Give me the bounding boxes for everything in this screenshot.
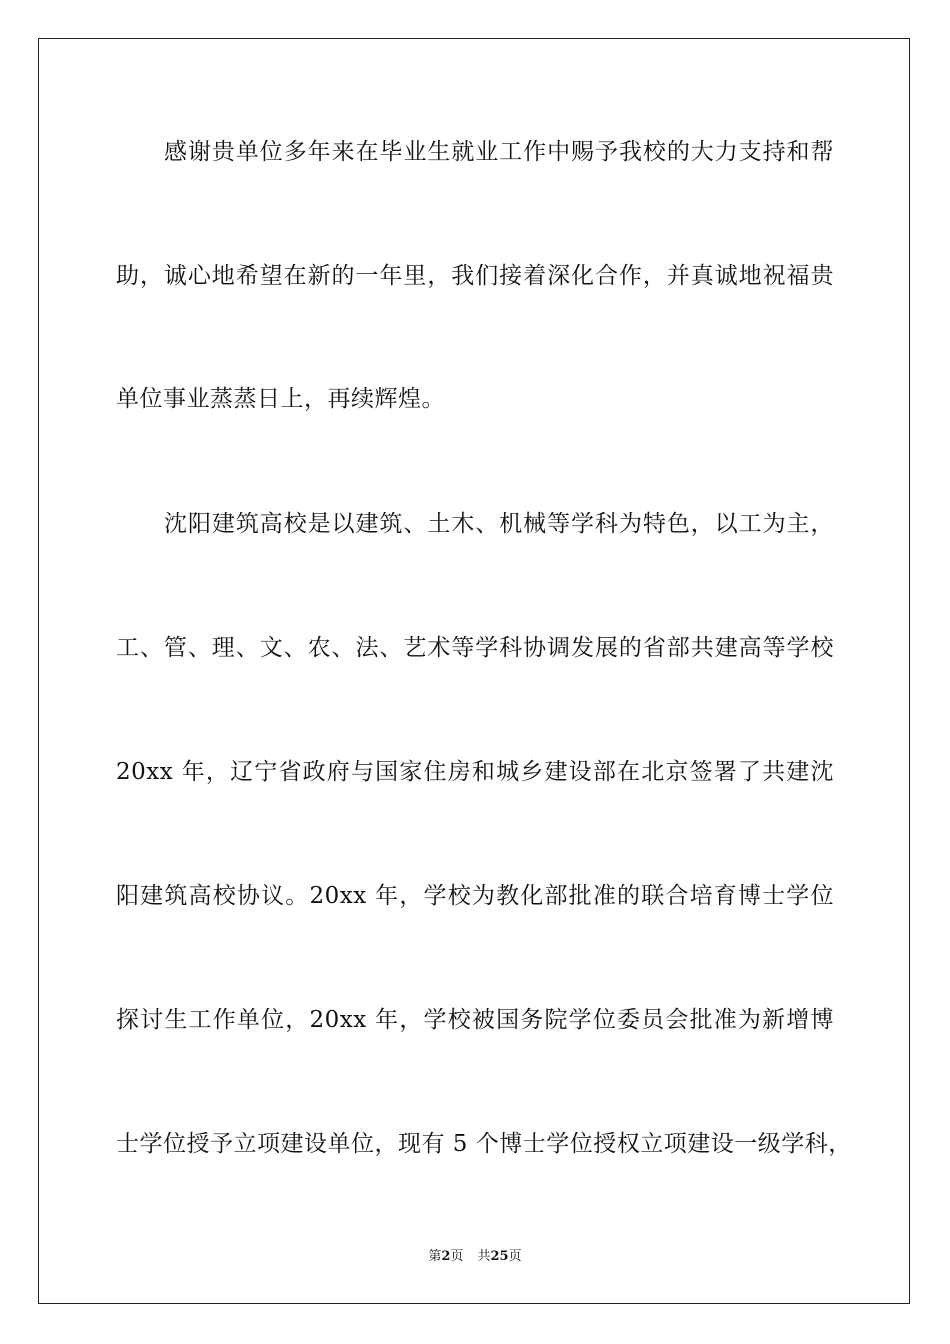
footer-page-number: 2 [441, 1249, 451, 1264]
footer-total-prefix: 共 [477, 1249, 491, 1264]
paragraph-1-line-2: 助，诚心地希望在新的一年里，我们接着深化合作，并真诚地祝福贵 [116, 263, 834, 289]
paragraph-2-line-4: 阳建筑高校协议。20xx 年，学校为教化部批准的联合培育博士学位 [116, 883, 834, 909]
footer-page-prefix: 第 [428, 1249, 442, 1264]
paragraph-1-line-3: 单位事业蒸蒸日上，再续辉煌。 [116, 386, 445, 412]
footer-page-suffix: 页 [450, 1249, 464, 1264]
footer-total-pages: 25 [490, 1249, 509, 1264]
paragraph-2-line-2: 工、管、理、文、农、法、艺术等学科协调发展的省部共建高等学校 [116, 635, 834, 661]
page-border [38, 38, 910, 1304]
paragraph-1-line-1: 感谢贵单位多年来在毕业生就业工作中赐予我校的大力支持和帮 [164, 139, 834, 165]
paragraph-2-line-5: 探讨生工作单位，20xx 年，学校被国务院学位委员会批准为新增博 [116, 1007, 834, 1033]
paragraph-2-line-6: 士学位授予立项建设单位，现有 5 个博士学位授权立项建设一级学科， [116, 1131, 852, 1157]
paragraph-2-line-1: 沈阳建筑高校是以建筑、土木、机械等学科为特色，以工为主， [164, 511, 834, 537]
footer-total-suffix: 页 [508, 1249, 522, 1264]
page-footer [0, 1249, 950, 1265]
paragraph-2-line-3: 20xx 年，辽宁省政府与国家住房和城乡建设部在北京签署了共建沈 [116, 759, 834, 785]
